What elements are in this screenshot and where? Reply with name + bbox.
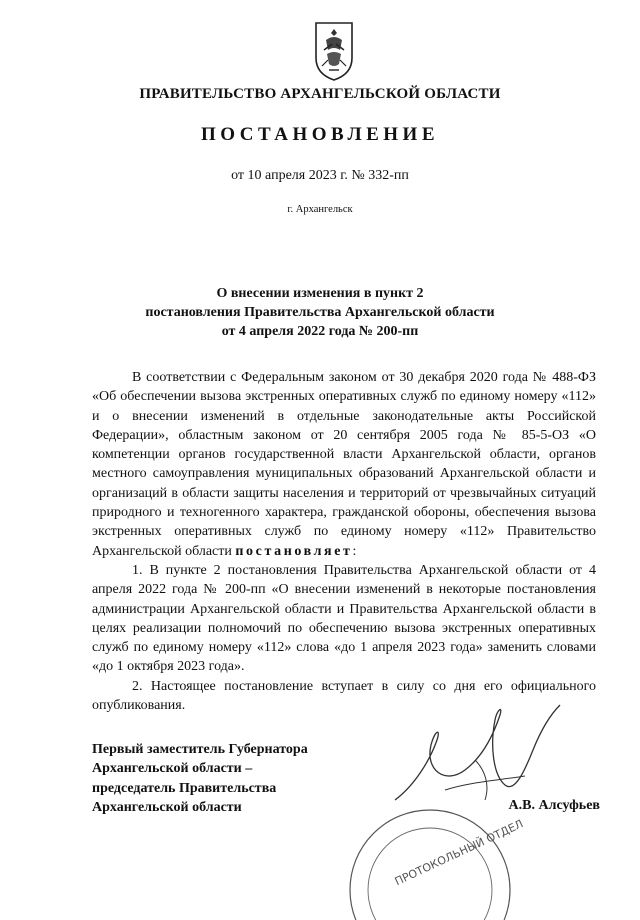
signatory-line-3: председатель Правительства	[92, 780, 277, 796]
item-1: 1. В пункте 2 постановления Правительства Архангельской области от 4 апреля 2022 года № 200-пп «О внесении изменений в некоторые постановления администрации Архангельской области и Правительства Архангельской области в целях реализации полномочий по обеспечению вызова экстренных оперативных служб по единому номеру «112» слова «до 1 апреля 2023 года» заменить словами «до 1 октября 2023 года».	[92, 562, 596, 675]
signatory-line-2: Архангельской области –	[92, 761, 253, 777]
stamp-text: ПРОТОКОЛЬНЫЙ ОТДЕЛ	[392, 817, 526, 889]
signatory-title	[92, 740, 308, 818]
title-line-3: от 4 апреля 2022 года № 200-пп	[221, 324, 419, 339]
document-type: ПОСТАНОВЛЕНИЕ	[200, 124, 440, 145]
signatory-line-4: Архангельской области	[92, 800, 242, 816]
signatory-name: А.В. Алсуфьев	[508, 798, 600, 813]
signatory-line-1: Первый заместитель Губернатора	[92, 742, 308, 757]
date-number: от 10 апреля 2023 г. № 332-пп	[231, 168, 409, 183]
government-name: ПРАВИТЕЛЬСТВО АРХАНГЕЛЬСКОЙ ОБЛАСТИ	[139, 86, 501, 102]
stamp-seal	[330, 800, 530, 920]
preamble-text: В соответствии с Федеральным законом от 30 декабря 2020 года № 488-ФЗ «Об обеспечении вызова экстренных оперативных служб по единому номеру «112» и о внесении изменений в отдельные законодательные акты Российской Федерации», областным законом от 20 сентября 2005 года № 85-5-ОЗ «О компетенции органов государственной власти Архангельской области, органов местного самоуправления муниципальных образований Архангельской области и организаций в области защиты населения и территорий от чрезвычайных ситуаций природного и техногенного характера, гражданской обороны, обеспечения вызова экстренных оперативных служб по единому номеру «112» Правительство Архангельской области	[92, 370, 596, 559]
document-body	[92, 368, 596, 715]
city: г. Архангельск	[287, 204, 353, 215]
title-line-1: О внесении изменения в пункт 2	[216, 286, 424, 301]
decree-word: постановляет	[235, 543, 353, 559]
title-line-2: постановления Правительства Архангельской области	[145, 305, 495, 320]
item-2: 2. Настоящее постановление вступает в силу со дня его официального опубликования.	[92, 678, 596, 714]
coat-of-arms-icon	[312, 20, 356, 82]
preamble-paragraph	[92, 368, 596, 561]
decree-colon: :	[352, 543, 357, 559]
